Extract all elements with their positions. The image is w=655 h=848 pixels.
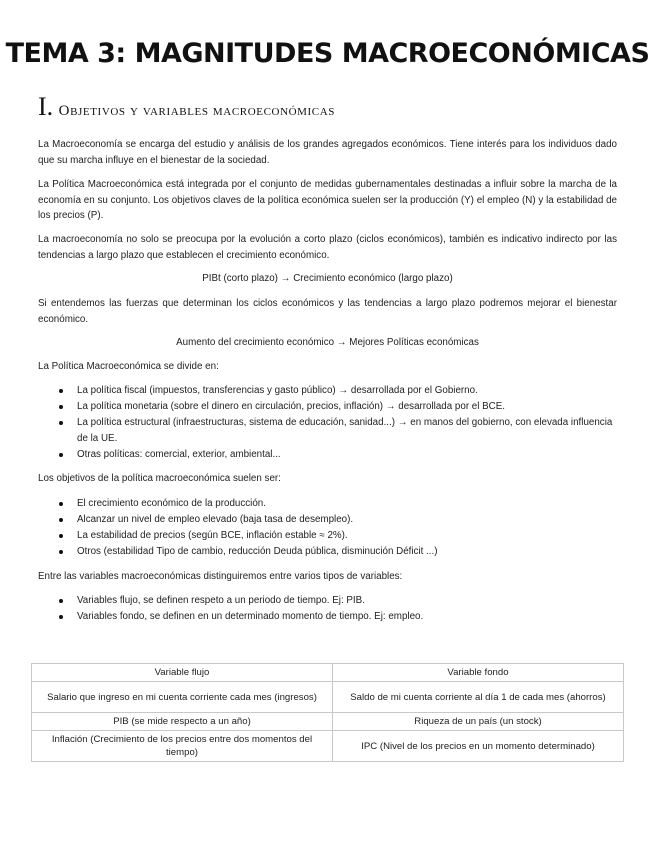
list-item: Variables flujo, se definen respeto a un periodo de tiempo. Ej: PIB. bbox=[59, 593, 619, 609]
list-item: La política monetaria (sobre el dinero en circulación, precios, inflación) → desarrollada por el BCE. bbox=[59, 399, 619, 415]
table-row bbox=[32, 713, 624, 731]
table-header-flujo: Variable flujo bbox=[32, 664, 333, 682]
table-row bbox=[32, 682, 624, 713]
paragraph-politica-divide: La Política Macroeconómica se divide en: bbox=[38, 361, 219, 372]
table-cell: Riqueza de un país (un stock) bbox=[333, 713, 624, 731]
list-variables bbox=[59, 593, 619, 625]
list-objectives bbox=[59, 496, 619, 560]
list-item: Alcanzar un nivel de empleo elevado (baja tasa de desempleo). bbox=[59, 512, 619, 528]
table-cell: Inflación (Crecimiento de los precios entre dos momentos del tiempo) bbox=[32, 731, 333, 762]
formula-crecimiento-politicas: Aumento del crecimiento económico → Mejores Políticas económicas bbox=[176, 337, 479, 348]
list-item: El crecimiento económico de la producción. bbox=[59, 496, 619, 512]
page-title: TEMA 3: MAGNITUDES MACROECONÓMICAS bbox=[5, 38, 650, 69]
table-header-fondo: Variable fondo bbox=[333, 664, 624, 682]
paragraph-tipos-variables: Entre las variables macroeconómicas distinguiremos entre varios tipos de variables: bbox=[38, 571, 403, 582]
section-title: Objetivos y variables macroeconómicas bbox=[58, 103, 336, 119]
formula-pib-crecimiento: PIBt (corto plazo) → Crecimiento económico (largo plazo) bbox=[202, 273, 453, 284]
list-item: La política fiscal (impuestos, transferencias y gasto público) → desarrollada por el Gobierno. bbox=[59, 383, 619, 399]
paragraph-fuerzas-ciclos: Si entendemos las fuerzas que determinan los ciclos económicos y las tendencias a largo plazo podremos mejorar el bienestar económico. bbox=[38, 298, 617, 325]
table-header-row bbox=[32, 664, 624, 682]
paragraph-macroeconomia: La Macroeconomía se encarga del estudio y análisis de los grandes agregados económicos. Tiene interés para los individuos dado que su marcha influye en el bienestar de la sociedad. bbox=[38, 139, 617, 166]
paragraph-corto-largo-plazo: La macroeconomía no solo se preocupa por la evolución a corto plazo (ciclos económicos), también es indicativo indirecto por las tendencias a largo plazo que establecen el crecimiento económico. bbox=[38, 234, 617, 261]
table-cell: Saldo de mi cuenta corriente al día 1 de cada mes (ahorros) bbox=[333, 682, 624, 713]
section-heading bbox=[38, 92, 335, 122]
paragraph-objetivos: Los objetivos de la política macroeconómica suelen ser: bbox=[38, 473, 281, 484]
table-cell: Salario que ingreso en mi cuenta corriente cada mes (ingresos) bbox=[32, 682, 333, 713]
list-policies bbox=[59, 383, 619, 463]
list-item: Variables fondo, se definen en un determinado momento de tiempo. Ej: empleo. bbox=[59, 609, 619, 625]
list-item: La estabilidad de precios (según BCE, inflación estable ≈ 2%). bbox=[59, 528, 619, 544]
list-item: La política estructural (infraestructuras, sistema de educación, sanidad...) → en manos del gobierno, con elevada influencia de la UE. bbox=[59, 415, 619, 446]
variables-table bbox=[31, 663, 624, 762]
list-item: Otras políticas: comercial, exterior, ambiental... bbox=[59, 447, 619, 463]
table-cell: PIB (se mide respecto a un año) bbox=[32, 713, 333, 731]
list-item: Otros (estabilidad Tipo de cambio, reducción Deuda pública, disminución Déficit ...) bbox=[59, 544, 619, 560]
table-cell: IPC (Nivel de los precios en un momento determinado) bbox=[333, 731, 624, 762]
table-row bbox=[32, 731, 624, 762]
section-number: I. bbox=[38, 92, 54, 121]
paragraph-politica-macroeconomica: La Política Macroeconómica está integrada por el conjunto de medidas gubernamentales destinadas a influir sobre la marcha de la economía en su conjunto. Los objetivos claves de la política económica suelen ser la producción (Y) el empleo (N) y la estabilidad de los precios (P). bbox=[38, 179, 617, 221]
